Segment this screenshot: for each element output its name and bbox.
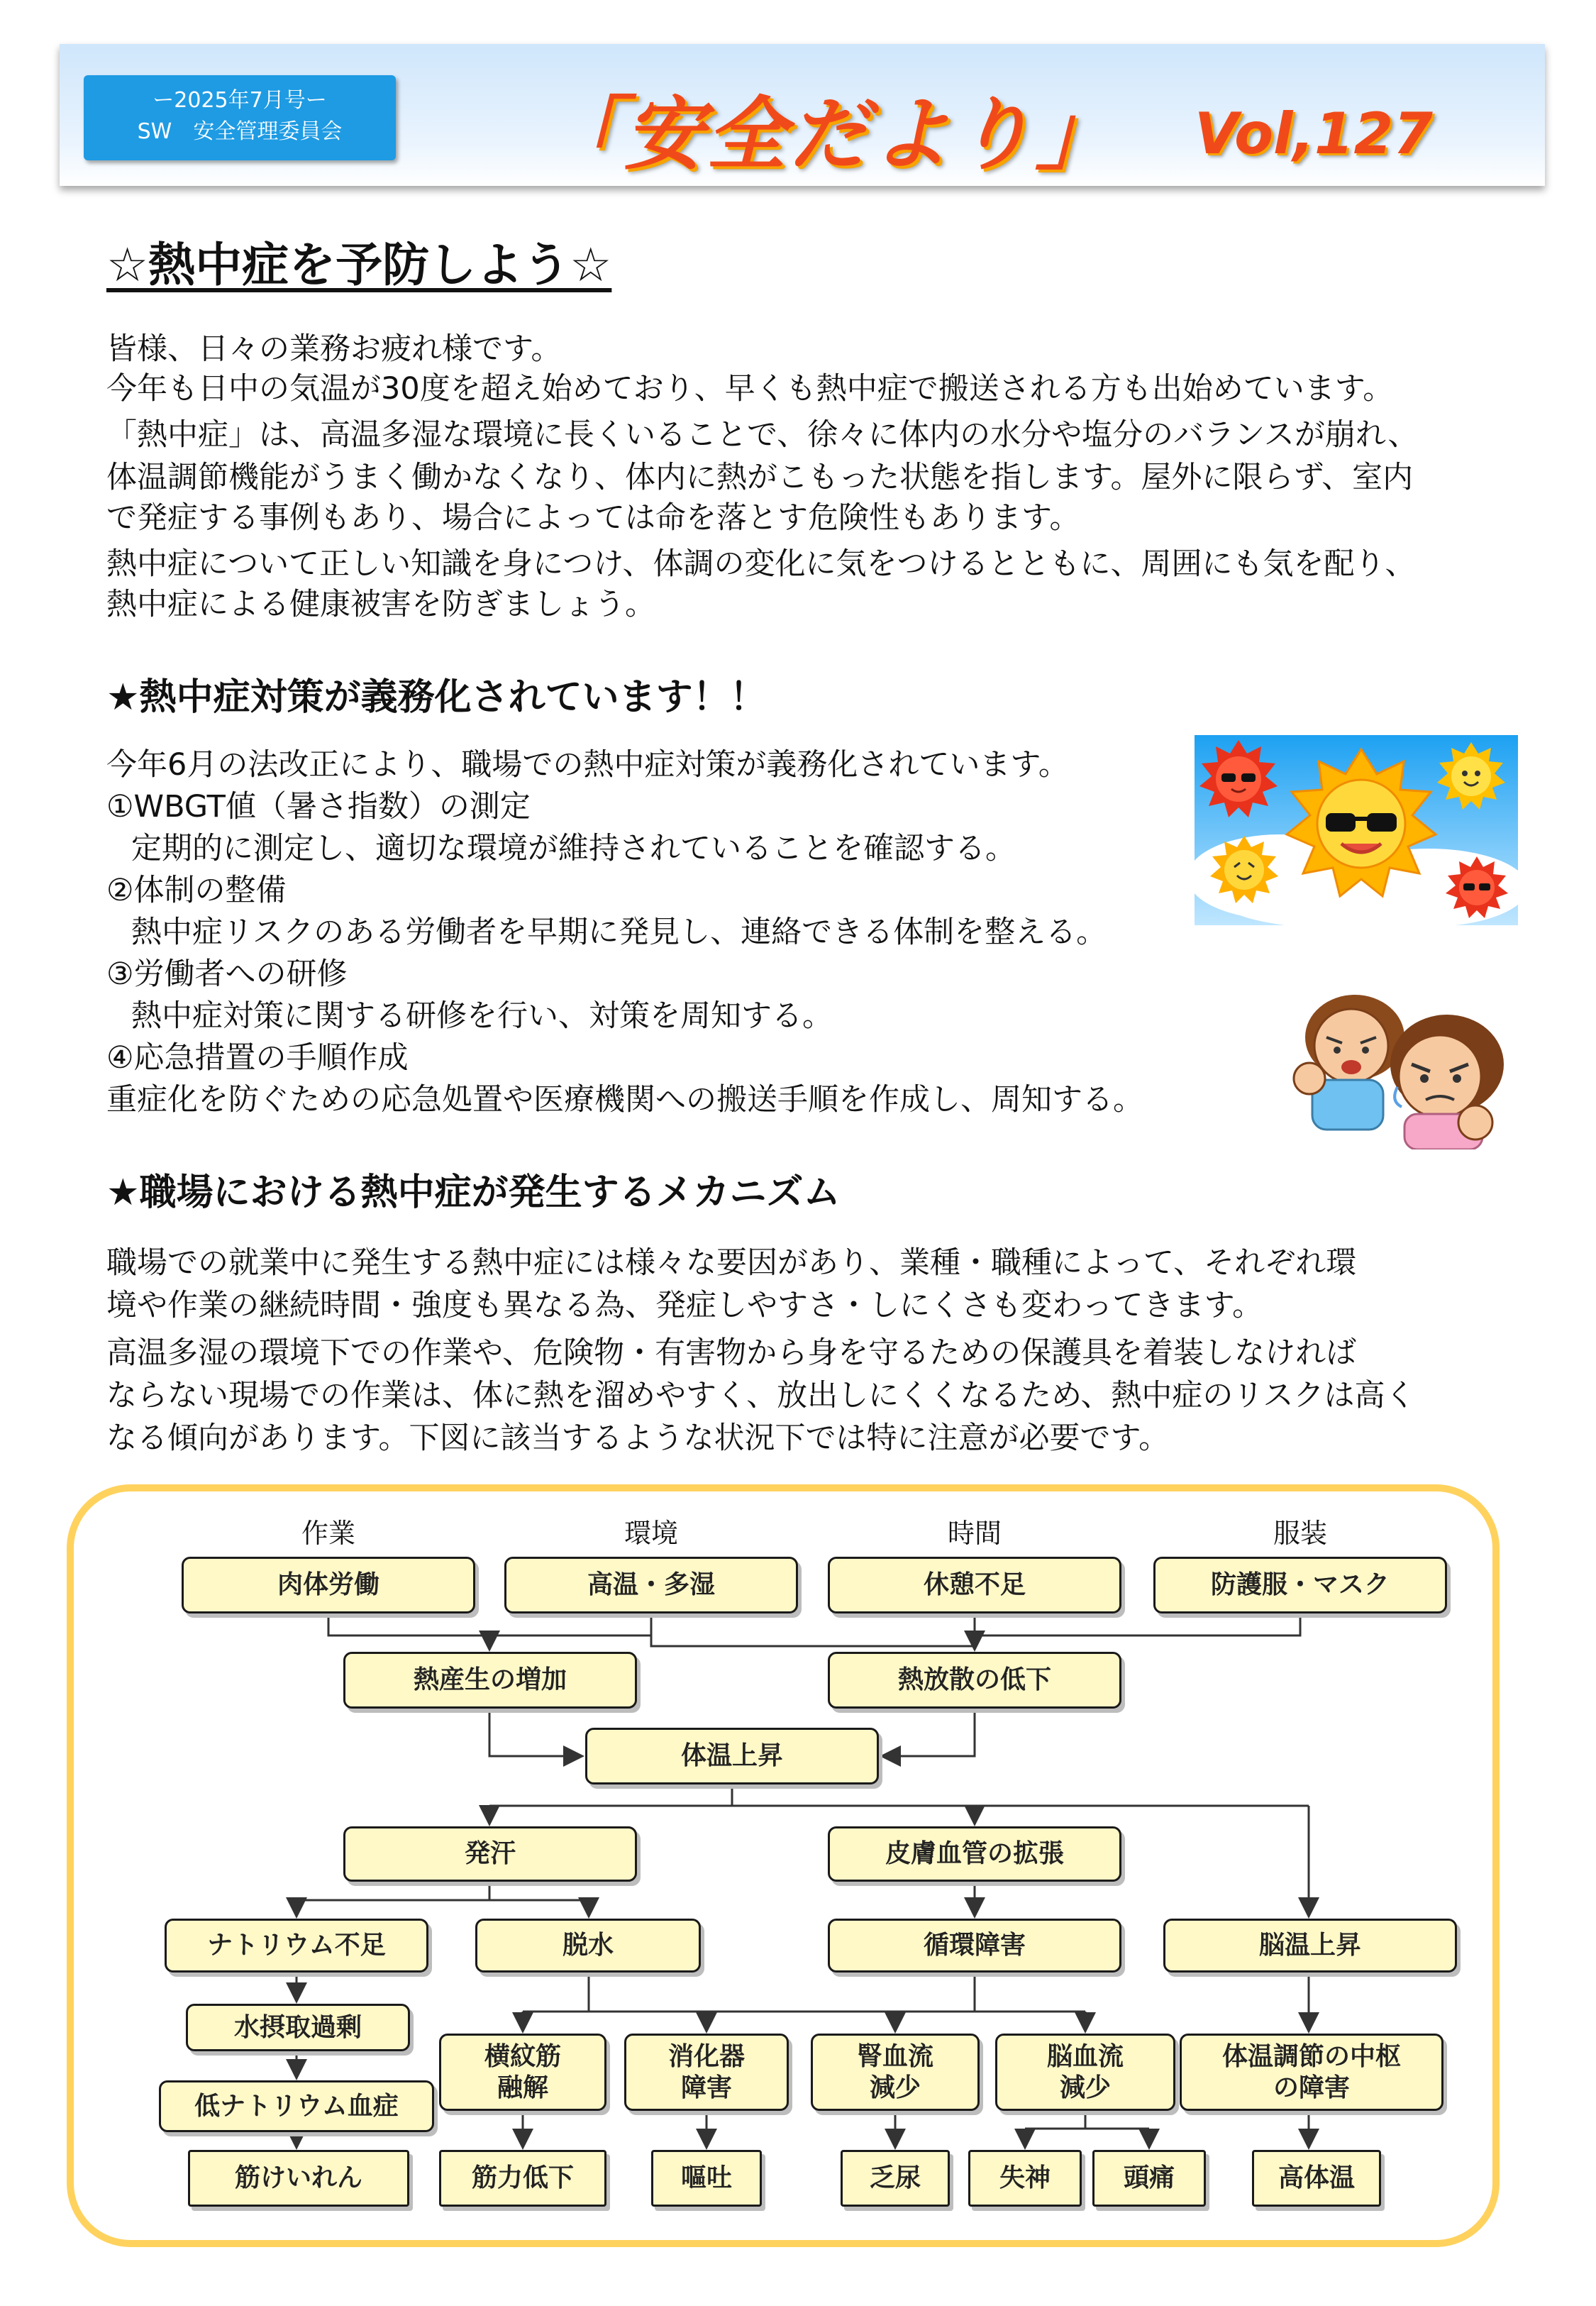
- mechanism-line: なる傾向があります。下図に該当するような状況下では特に注意が必要です。: [106, 1420, 1170, 1456]
- node-heat-production-increase: 熱産生の増加: [343, 1652, 637, 1709]
- node-vasodilation: 皮膚血管の拡張: [828, 1826, 1121, 1882]
- obligation-item-desc: 定期的に測定し、適切な環境が維持されていることを確認する。: [131, 831, 1016, 866]
- mechanism-line: 職場での就業中に発生する熱中症には様々な要因があり、業種・職種によって、それぞれ環: [106, 1245, 1357, 1281]
- node-muscle-cramps: 筋けいれん: [188, 2150, 409, 2207]
- obligation-item-desc: 熱中症対策に関する研修を行い、対策を周知する。: [131, 998, 833, 1034]
- node-heat-humidity: 高温・多湿: [504, 1557, 798, 1613]
- mechanism-line: 高温多湿の環境下での作業や、危険物・有害物から身を守るための保護具を着装しなければ: [106, 1335, 1357, 1371]
- intro-line: 皆様、日々の業務お疲れ様です。: [106, 331, 562, 367]
- diagram-category-environment: 環境: [624, 1518, 678, 1549]
- intro-line: 熱中症による健康被害を防ぎましょう。: [106, 587, 655, 622]
- diagram-category-work: 作業: [301, 1518, 355, 1549]
- node-dehydration: 脱水: [475, 1919, 701, 1973]
- obligation-item-desc: 重症化を防ぐための応急処置や医療機関への搬送手順を作成し、周知する。: [106, 1082, 1143, 1118]
- mechanism-line: 境や作業の継続時間・強度も異なる為、発症しやすさ・しにくさも変わってきます。: [106, 1288, 1263, 1323]
- node-muscle-weakness: 筋力低下: [439, 2150, 606, 2207]
- node-fainting: 失神: [968, 2150, 1082, 2207]
- intro-line: 体温調節機能がうまく働かなくなり、体内に熱がこもった状態を指します。屋外に限らず、室内: [106, 460, 1414, 495]
- section-heading-obligation: ★熱中症対策が義務化されています！！: [106, 676, 767, 719]
- node-protective-gear: 防護服・マスク: [1153, 1557, 1447, 1613]
- node-vomiting: 嘔吐: [651, 2150, 762, 2207]
- node-renal-blood-flow-decrease: 腎血流 減少: [811, 2034, 980, 2111]
- node-brain-temp-rise: 脳温上昇: [1163, 1919, 1457, 1973]
- node-lack-of-rest: 休憩不足: [828, 1557, 1121, 1613]
- obligation-item-desc: 熱中症リスクのある労働者を早期に発見し、連絡できる体制を整える。: [131, 915, 1107, 950]
- node-hyperthermia: 高体温: [1252, 2150, 1381, 2207]
- diagram-category-time: 時間: [947, 1518, 1002, 1549]
- obligation-item-title: ①WBGT値（暑さ指数）の測定: [106, 789, 531, 824]
- node-water-overintake: 水摂取過剰: [186, 2004, 410, 2051]
- node-sweating: 発汗: [343, 1826, 637, 1882]
- node-hyponatremia: 低ナトリウム血症: [159, 2080, 434, 2132]
- obligation-lead: 今年6月の法改正により、職場での熱中症対策が義務化されています。: [106, 747, 1069, 783]
- node-headache: 頭痛: [1092, 2150, 1206, 2207]
- obligation-item-title: ②体制の整備: [106, 873, 287, 908]
- volume-number: Vol,127: [1195, 101, 1433, 167]
- main-title: ☆熱中症を予防しよう☆: [106, 238, 612, 292]
- obligation-item-title: ④応急措置の手順作成: [106, 1040, 409, 1076]
- section-heading-mechanism: ★職場における熱中症が発生するメカニズム: [106, 1171, 841, 1214]
- mechanism-line: ならない現場での作業は、体に熱を溜めやすく、放出しにくくなるため、熱中症のリスクは高く: [106, 1378, 1416, 1413]
- node-rhabdomyolysis: 横紋筋 融解: [439, 2034, 606, 2111]
- node-cerebral-blood-flow-decrease: 脳血流 減少: [995, 2034, 1175, 2111]
- intro-line: 「熱中症」は、高温多湿な環境に長くいることで、徐々に体内の水分や塩分のバランスが崩れ、: [106, 417, 1419, 453]
- node-circulatory-disorder: 循環障害: [828, 1919, 1121, 1973]
- newsletter-title: 「安全だより」: [542, 89, 1118, 181]
- node-thermoregulation-center-disorder: 体温調節の中枢 の障害: [1180, 2034, 1443, 2111]
- node-digestive-disorder: 消化器 障害: [624, 2034, 789, 2111]
- issue-date: ー2025年7月号ー: [153, 88, 327, 113]
- committee-name: SW 安全管理委員会: [137, 119, 343, 144]
- node-body-temp-rise: 体温上昇: [585, 1728, 879, 1784]
- intro-line: で発症する事例もあり、場合によっては命を落とす危険性もあります。: [106, 500, 1080, 536]
- node-heat-dissipation-decrease: 熱放散の低下: [828, 1652, 1121, 1709]
- node-physical-labor: 肉体労働: [182, 1557, 475, 1613]
- node-sodium-deficit: ナトリウム不足: [165, 1919, 428, 1973]
- intro-line: 熱中症について正しい知識を身につけ、体調の変化に気をつけるとともに、周囲にも気を配り、: [106, 546, 1416, 582]
- diagram-category-clothing: 服装: [1273, 1518, 1327, 1549]
- node-oliguria: 乏尿: [841, 2150, 950, 2207]
- intro-line: 今年も日中の気温が30度を超え始めており、早くも熱中症で搬送される方も出始めています。: [106, 371, 1394, 407]
- obligation-item-title: ③労働者への研修: [106, 956, 348, 992]
